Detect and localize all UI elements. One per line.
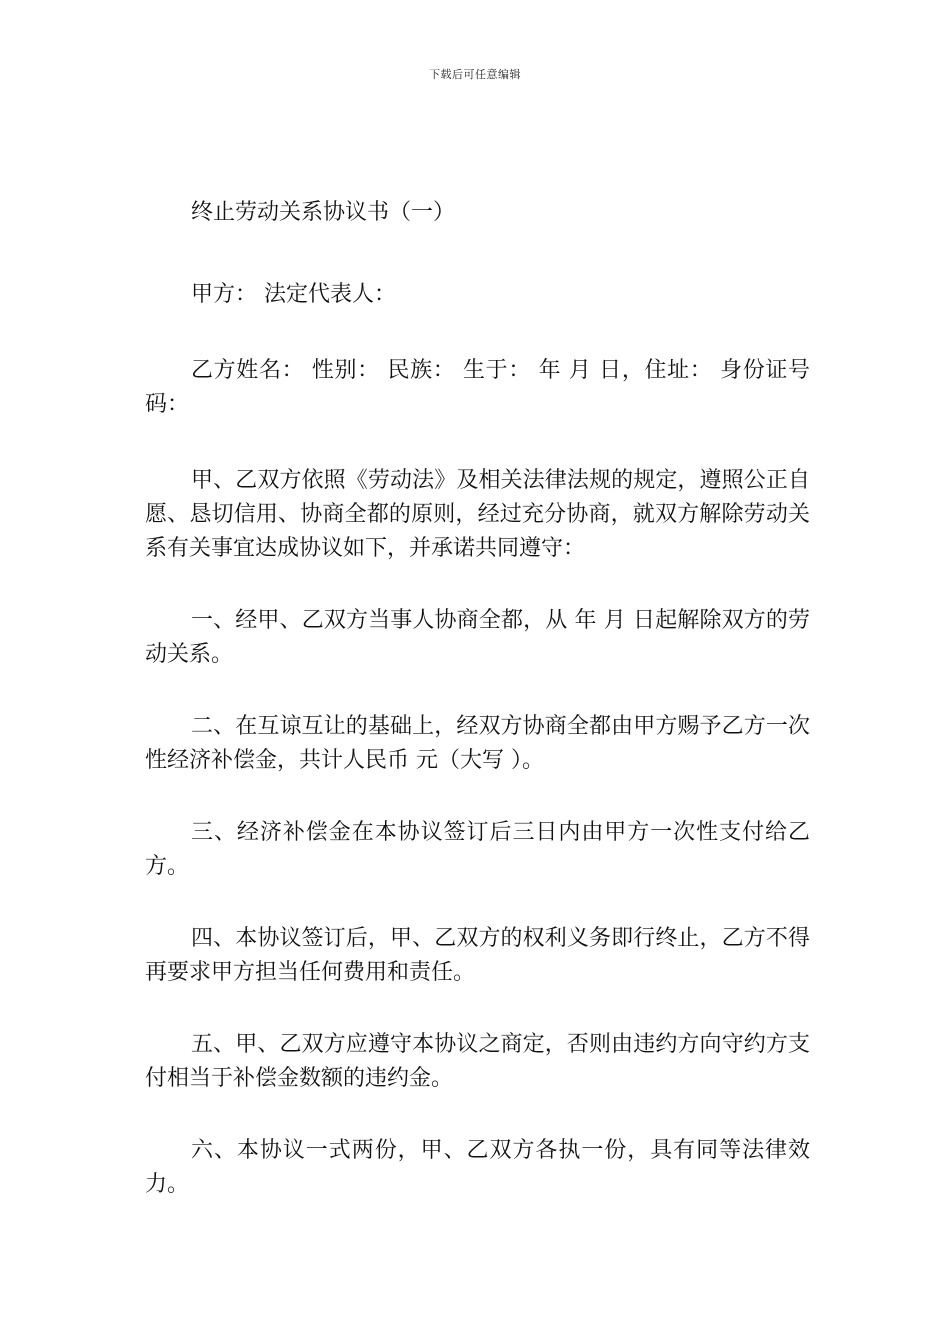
- document-title: 终止劳动关系协议书（一）: [191, 200, 456, 225]
- clause-6: 六、本协议一式两份，甲、乙双方各执一份，具有同等法律效力。: [145, 1138, 810, 1197]
- clause-3: 三、经济补偿金在本协议签订后三日内由甲方一次性支付给乙方。: [145, 820, 810, 879]
- party-b-line: 乙方姓名： 性别： 民族： 生于： 年 月 日，住址： 身份证号码：: [145, 358, 810, 417]
- preamble-paragraph: 甲、乙双方依照《劳动法》及相关法律法规的规定，遵照公正自愿、恳切信用、协商全都的原则，经过充分协商，就双方解除劳动关系有关事宜达成协议如下，并承诺共同遵守：: [145, 468, 810, 561]
- clause-4: 四、本协议签订后，甲、乙双方的权利义务即行终止，乙方不得再要求甲方担当任何费用和责任。: [145, 926, 810, 985]
- party-a-line: 甲方： 法定代表人：: [191, 282, 396, 307]
- header-note: 下载后可任意编辑: [429, 68, 521, 81]
- clause-2: 二、在互谅互让的基础上，经双方协商全都由甲方赐予乙方一次性经济补偿金，共计人民币 元（大写 ）。: [145, 714, 810, 773]
- document-body: [145, 196, 810, 1240]
- clause-5: 五、甲、乙双方应遵守本协议之商定，否则由违约方向守约方支付相当于补偿金数额的违约金。: [145, 1032, 810, 1091]
- clause-1: 一、经甲、乙双方当事人协商全都，从 年 月 日起解除双方的劳动关系。: [145, 608, 810, 667]
